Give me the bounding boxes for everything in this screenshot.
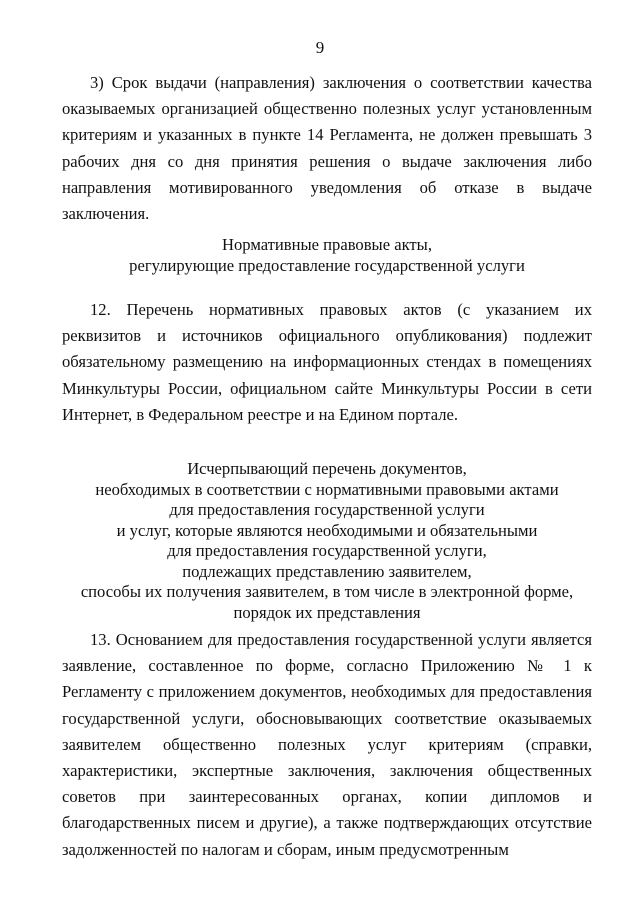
page-number: 9	[315, 38, 325, 57]
section-heading-normative-acts	[62, 235, 592, 276]
paragraph-text: 13. Основанием для предоставления государственной услуги является заявление, составленное по форме, согласно Приложению № 1 к Регламенту с приложением документов, необходимых для предоставления государственной услуги, обосновывающих соответствие оказываемых заявителем общественно полезных услуг критериям (справки, характеристики, экспертные заключения, заключения общественных советов при заинтересованных органах, копии дипломов и благодарственных писем и другие), а также подтверждающих отсутствие задолженностей по налогам и сборам, иным предусмотренным	[62, 630, 592, 859]
heading-line: Исчерпывающий перечень документов,	[187, 459, 467, 478]
paragraph-12	[62, 297, 592, 428]
section-heading-documents-list	[62, 459, 592, 623]
heading-line: для предоставления государственной услуги,	[167, 541, 487, 560]
heading-line: необходимых в соответствии с нормативными правовыми актами	[95, 479, 559, 499]
heading-line: порядок их представления	[233, 602, 421, 622]
paragraph-text: 3) Срок выдачи (направления) заключения о соответствии качества оказываемых организацией общественно полезных услуг установленным критериям и указанных в пункте 14 Регламента, не должен превышать 3 рабочих дня со дня принятия решения о выдаче заключения либо направления мотивированного уведомления об отказе в выдаче заключения.	[62, 73, 592, 224]
paragraph-issue-deadline	[62, 70, 592, 227]
paragraph-text: 12. Перечень нормативных правовых актов (с указанием их реквизитов и источников официального опубликования) подлежит обязательному размещению на информационных стендах в помещениях Минкультуры России, официальном сайте Минкультуры России в сети Интернет, в Федеральном реестре и на Едином портале.	[62, 300, 592, 424]
paragraph-13	[62, 627, 592, 863]
heading-line: способы их получения заявителем, в том числе в электронной форме,	[80, 582, 574, 601]
heading-line: для предоставления государственной услуги	[169, 500, 485, 519]
heading-line: регулирующие предоставление государственной услуги	[129, 255, 525, 275]
heading-line: и услуг, которые являются необходимыми и обязательными	[116, 520, 538, 540]
heading-line: подлежащих представлению заявителем,	[182, 561, 472, 581]
heading-line: Нормативные правовые акты,	[222, 235, 432, 254]
